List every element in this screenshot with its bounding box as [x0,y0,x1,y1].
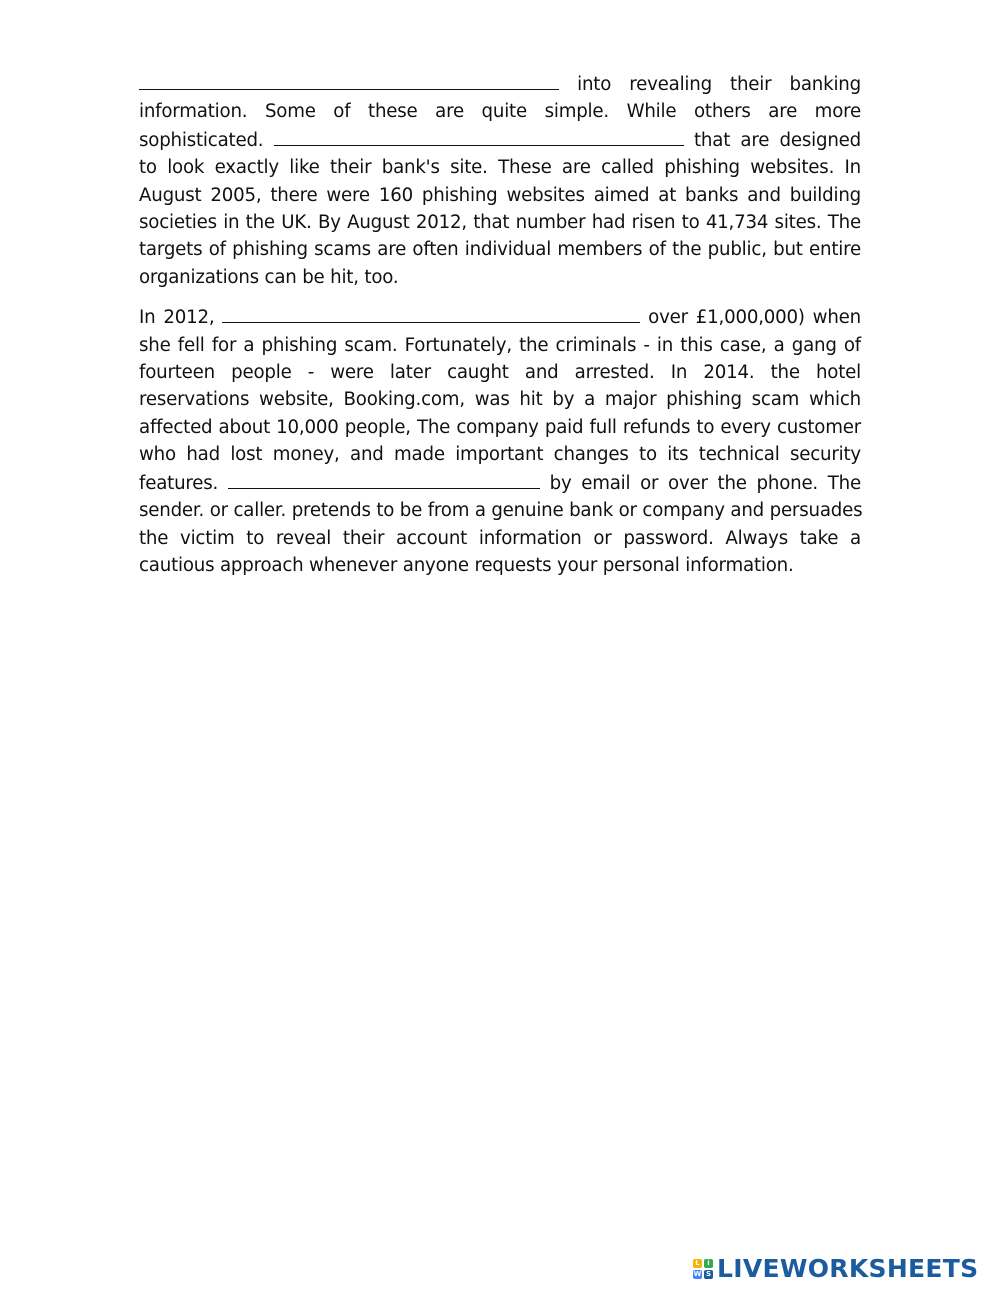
answer-blank[interactable] [222,303,640,323]
text-line: information. Some of these are quite simple. While others are more [139,101,861,123]
logo-mark-cell: L [693,1259,702,1268]
text-line: who had lost money, and made important changes to its technical security [139,444,861,466]
logo-mark-cell: W [693,1270,702,1278]
text-line: In 2012, over £1,000,000) when [139,303,861,331]
text-line: sender. or caller. pretends to be from a genuine bank or company and persuades [139,500,863,522]
text-line: to look exactly like their bank's site. These are called phishing websites. In [139,157,861,179]
text-line: into revealing their banking [139,70,861,98]
liveworksheets-logo [693,1256,978,1282]
liveworksheets-logo-icon [693,1259,713,1279]
text-line: cautious approach whenever anyone requests your personal information. [139,554,794,576]
text-line: reservations website, Booking.com, was hit by a major phishing scam which [139,389,861,411]
logo-mark-cell: i [704,1259,713,1268]
answer-blank[interactable] [139,70,559,90]
logo-mark-cell: S [705,1270,712,1278]
answer-blank[interactable] [274,126,684,146]
text-line: she fell for a phishing scam. Fortunately, the criminals - in this case, a gang of [139,334,861,356]
text-line: the victim to reveal their account information or password. Always take a [139,527,861,549]
logo-text: LIVEWORKSHEETS [717,1254,979,1283]
text-line: societies in the UK. By August 2012, that number had risen to 41,734 sites. The [139,212,861,234]
text-line: August 2005, there were 160 phishing websites aimed at banks and building [139,184,861,206]
text-line: affected about 10,000 people, The company paid full refunds to every customer [139,416,861,438]
answer-blank[interactable] [228,469,540,489]
text-line: targets of phishing scams are often individual members of the public, but entire [139,239,861,261]
paragraph-2 [139,303,861,579]
text-line: features. by email or over the phone. The [139,469,861,497]
worksheet-text [139,70,861,579]
text-line: sophisticated. that are designed [139,126,861,154]
text-line: fourteen people - were later caught and arrested. In 2014. the hotel [139,362,861,384]
paragraph-1 [139,70,861,291]
text-line: organizations can be hit, too. [139,266,399,288]
